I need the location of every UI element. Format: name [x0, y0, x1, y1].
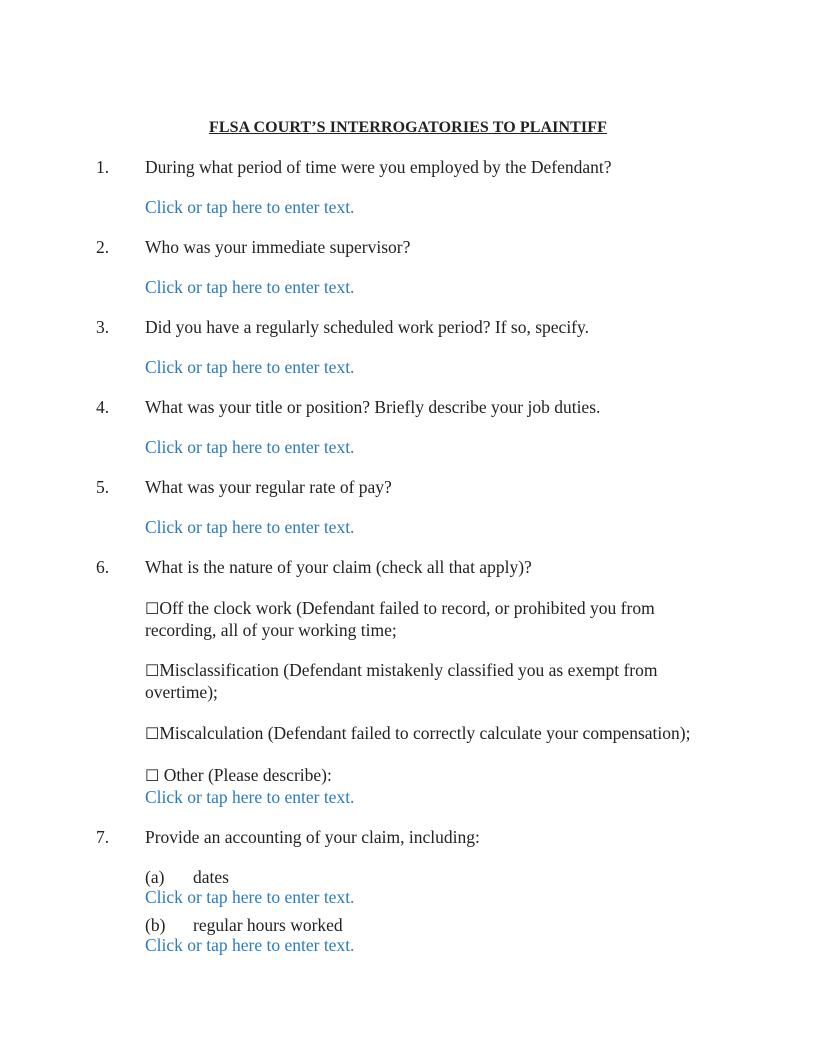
claim-option-misclassification — [145, 660, 705, 703]
question-text: Who was your immediate supervisor? — [145, 237, 411, 257]
sub-item-text: dates — [193, 867, 229, 887]
question-text: What was your regular rate of pay? — [145, 477, 392, 497]
question-number: 6. — [96, 557, 110, 577]
answer-field-4[interactable]: Click or tap here to enter text. — [145, 437, 355, 457]
sub-item-letter: (b) — [145, 915, 166, 935]
question-text: What was your title or position? Briefly describe your job duties. — [145, 397, 601, 417]
question-number: 2. — [96, 237, 110, 257]
document-title: FLSA COURT’S INTERROGATORIES TO PLAINTIFF — [209, 119, 607, 136]
question-number: 1. — [96, 157, 110, 177]
answer-field-1[interactable]: Click or tap here to enter text. — [145, 197, 355, 217]
answer-field-5[interactable]: Click or tap here to enter text. — [145, 517, 355, 537]
question-number: 4. — [96, 397, 110, 417]
answer-field-regular-hours[interactable]: Click or tap here to enter text. — [145, 935, 355, 955]
question-number: 3. — [96, 317, 110, 337]
claim-option-label: Off the clock work (Defendant failed to record, or prohibited you from recording, all of your working time; — [145, 598, 655, 640]
answer-field-other[interactable]: Click or tap here to enter text. — [145, 787, 355, 807]
checkbox[interactable]: ☐ — [145, 768, 160, 785]
question-text: During what period of time were you employed by the Defendant? — [145, 157, 612, 177]
claim-option-label: Misclassification (Defendant mistakenly classified you as exempt from overtime); — [145, 660, 658, 702]
claim-option-label: Miscalculation (Defendant failed to correctly calculate your compensation); — [159, 723, 691, 743]
answer-field-2[interactable]: Click or tap here to enter text. — [145, 277, 355, 297]
claim-option-label: Other (Please describe): — [159, 765, 332, 785]
answer-field-dates[interactable]: Click or tap here to enter text. — [145, 887, 355, 907]
answer-field-3[interactable]: Click or tap here to enter text. — [145, 357, 355, 377]
question-text: Did you have a regularly scheduled work period? If so, specify. — [145, 317, 589, 337]
checkbox[interactable]: ☐ — [145, 663, 160, 680]
sub-item-letter: (a) — [145, 867, 165, 887]
question-number: 5. — [96, 477, 110, 497]
question-text: Provide an accounting of your claim, including: — [145, 827, 480, 847]
question-number: 7. — [96, 827, 110, 847]
checkbox[interactable]: ☐ — [145, 726, 160, 743]
question-text: What is the nature of your claim (check all that apply)? — [145, 557, 532, 577]
checkbox[interactable]: ☐ — [145, 601, 160, 618]
claim-option-miscalculation — [145, 723, 690, 745]
claim-option-off-the-clock — [145, 598, 705, 641]
claim-option-other — [145, 765, 332, 787]
sub-item-text: regular hours worked — [193, 915, 343, 935]
